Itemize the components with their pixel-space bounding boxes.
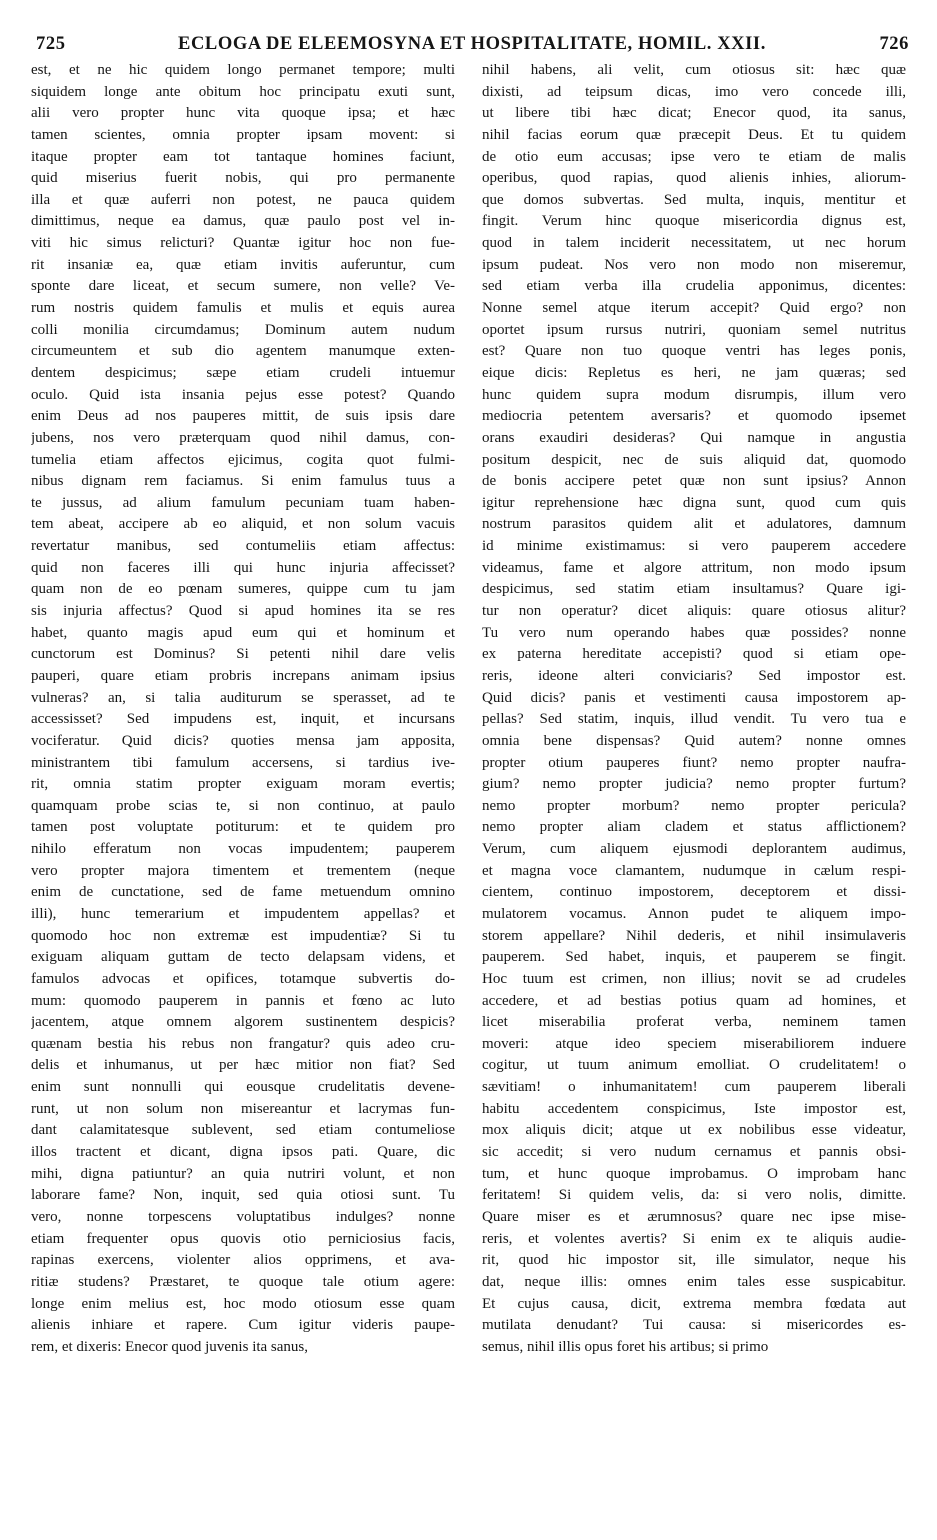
text-line: illi), hunc temerarium et impudentem appellas? et [31, 905, 455, 922]
text-line: oculo. Quid ista insania pejus esse potest? Quando [31, 386, 455, 403]
text-line: quid miserius fuerit nobis, qui pro permanente [31, 170, 455, 187]
text-line: revertatur manibus, sed contumeliis etiam affectus: [31, 538, 455, 555]
text-line: etiam frequenter opus quovis otio perniciosius facis, [31, 1230, 455, 1247]
text-line: oportet ipsum rursus nutriri, quoniam semel nutritus [482, 321, 906, 338]
text-line: cogitur, ut tuum animum emolliat. O crudelitatem! o [482, 1057, 906, 1074]
text-line: nihil facias eorum quæ præcepit Deus. Et tu quidem [482, 126, 906, 143]
text-line: pauperem. Sed habet, inquis, et pauperem se fingit. [482, 949, 906, 966]
text-line: reris, ideone alteri conviciaris? Sed impostor est. [482, 667, 906, 684]
text-line: dat, neque illis: omnes enim tales esse suspicabitur. [482, 1273, 906, 1290]
text-line: orans exaudiri desideras? Qui namque in angustia [482, 429, 906, 446]
text-line: laborare fame? Non, inquit, sed quia otiosi sunt. Tu [31, 1187, 455, 1204]
text-line: sic accedit; si vero nudum cernamus et pannis obsi- [482, 1144, 906, 1161]
text-line: videamus, fame et algore attritum, non modo ipsum [482, 559, 906, 576]
text-line: Hoc tuum est crimen, non illius; novit se ad crudeles [482, 970, 906, 987]
text-line: reris, et volentes avertis? Si enim ex te aliquis audie- [482, 1230, 906, 1247]
text-line: colli monilia circumdamus; Dominum autem nudum [31, 321, 455, 338]
text-line: dimittimus, neque ea damus, quæ paulo post vel in- [31, 213, 455, 230]
text-line: quid non faceres illi qui hunc injuria affecisset? [31, 559, 455, 576]
text-line: famulos advocas et opifices, totamque subvertis do- [31, 970, 455, 987]
text-line: positum despicit, nec de suis aliquid dat, quomodo [482, 451, 906, 468]
text-line: rem, et dixeris: Enecor quod juvenis ita sanus, [31, 1338, 309, 1355]
text-line: semus, nihil illis opus foret his artibus; si primo [482, 1338, 769, 1355]
text-line: moveri: atque ideo speciem miserabiliorem induere [482, 1035, 906, 1052]
text-line: nostrum parasitos quidem alit et adulatores, damnum [482, 516, 906, 533]
text-line: delis et inhumanus, ut per hæc mitior non fiat? Sed [31, 1057, 455, 1074]
text-line: jubens, nos vero præterquam quod nihil damus, con- [31, 429, 455, 446]
running-title: ECLOGA DE ELEEMOSYNA ET HOSPITALITATE, HOMIL. XXII. [178, 34, 766, 54]
text-line: storem appellare? Nihil dederis, et nihil insimulaveris [482, 927, 906, 944]
text-line: itaque propter eam tot tantaque homines faciunt, [31, 148, 455, 165]
text-line: pauperi, quare etiam probris increpans animam ipsius [31, 667, 455, 684]
text-line: exiguam aliquam guttam de tecto delapsam videns, et [31, 949, 455, 966]
text-line: enim Deus ad nos pauperes mittit, de suis ipsis dare [31, 408, 455, 425]
running-header [28, 34, 909, 62]
text-line: rum nostris quidem famulis et mulis et equis aurea [31, 300, 455, 317]
text-line: nemo propter aliam cladem et status afflictionem? [482, 819, 906, 836]
text-line: ministrantem tibi famulum accersens, si tardius ive- [31, 754, 455, 771]
text-line: est, et ne hic quidem longo permanet tempore; multi [31, 62, 455, 78]
text-line: cientem, continuo impostorem, deceptorem et dissi- [482, 884, 906, 901]
text-line: omnia bene dispensas? Quid autem? nonne omnes [482, 732, 906, 749]
text-line: quod in talem inciderit necessitatem, ut nec horum [482, 235, 906, 252]
text-line: enim de cunctatione, sed de fame metuendum omnino [31, 884, 455, 901]
text-line: que domos subvertas. Sed multa, inquis, mentitur et [482, 191, 906, 208]
text-line: quænam bestia his rebus non frangatur? quis adeo cru- [31, 1035, 455, 1052]
text-line: alienis inhiare et rapere. Cum igitur videris paupe- [31, 1317, 455, 1334]
text-line: quomodo hoc non extremæ est impudentiæ? Si tu [31, 927, 455, 944]
text-line: ritiæ studens? Præstaret, te quoque tale otium agere: [31, 1273, 455, 1290]
text-line: tumelia etiam affectos ejicimus, cogita quot fulmi- [31, 451, 455, 468]
text-line: mutilata denudant? Tui causa: si misericordes es- [482, 1317, 906, 1334]
text-line: vociferatur. Quid dicis? quoties mensa jam apposita, [31, 732, 455, 749]
text-line: nemo propter morbum? nemo propter pericula? [482, 797, 906, 814]
text-line: de otio eum accusas; ipse vero te etiam de malis [482, 148, 906, 165]
text-line: igitur reprehensione hæc digna sunt, quod cum quis [482, 494, 906, 511]
text-line: et magna voce clamantem, nudumque in cælum respi- [482, 862, 906, 879]
text-line: tem abeat, accipere ab eo aliquid, et non solum vacuis [31, 516, 455, 533]
text-line: rapinas exercens, violenter alios opprimens, et ava- [31, 1252, 455, 1269]
text-line: propter otium pauperes fiunt? nemo propter naufra- [482, 754, 906, 771]
text-line: hunc quidem supra modum disrumpis, illum vero [482, 386, 906, 403]
text-line: Tu vero num operando habes quæ possides? nonne [482, 624, 906, 641]
text-line: sponte dare liceat, et secum sumere, non velle? Ve- [31, 278, 455, 295]
text-line: Nonne semel atque iterum accepit? Quid ergo? non [482, 300, 906, 317]
text-line: est? Quare non tuo quoque ventri has leges ponis, [482, 343, 906, 360]
text-line: rit, quod hic impostor sit, ille simulator, neque his [482, 1252, 906, 1269]
page-number-left: 725 [36, 34, 66, 54]
text-line: rit, omnia statim propter exiguam moram evertis; [31, 776, 455, 793]
text-line: tum, et hunc quoque improbamus. O improbam hanc [482, 1165, 906, 1182]
text-line: dant calamitatesque sublevent, sed etiam contumeliose [31, 1122, 455, 1139]
text-line: illa et quæ auferri non potest, ne pauca quidem [31, 191, 455, 208]
text-line: operibus, quod rapias, quod alienis inhies, aliorum- [482, 170, 906, 187]
text-line: sævitiam! o inhumanitatem! cum pauperem liberali [482, 1079, 906, 1096]
text-line: habitu accedentem conspicimus, Iste impostor est, [482, 1100, 906, 1117]
text-line: id minime existimamus: si vero pauperem accedere [482, 538, 906, 555]
text-line: quam non de eo pœnam sumeres, quippe cum tu jam [31, 581, 455, 598]
text-line: siquidem longe ante obitum hoc principatu exuti sunt, [31, 83, 455, 100]
page-number-right: 726 [879, 34, 909, 54]
text-line: pellas? Sed statim, inquis, illud vendit. Tu vero tua e [482, 711, 906, 728]
text-line: tamen post voluptate potiturum: et te quidem pro [31, 819, 455, 836]
text-line: tur non operatur? dicet aliquis: quare otiosus alitur? [482, 603, 906, 620]
text-line: sed etiam verba illa crudelia apponimus, dicentes: [482, 278, 906, 295]
text-line: feritatem! Si quidem velis, da: si vero nolis, dimitte. [482, 1187, 906, 1204]
text-line: sis injuria affectus? Quod si apud homines ita se res [31, 603, 455, 620]
text-line: accedere, et ad bestias potius quam ad homines, et [482, 992, 906, 1009]
text-line: fingit. Verum hinc quoque misericordia dignus est, [482, 213, 906, 230]
text-line: alii vero propter hunc vita quoque ipsa; et hæc [31, 105, 455, 122]
text-line: illos tractent et dicant, digna ipsos pati. Quare, dic [31, 1144, 455, 1161]
text-line: te jussus, ad alium famulum pecuniam tuam haben- [31, 494, 455, 511]
text-line: mediocria petentem aversaris? et quomodo ipsemet [482, 408, 906, 425]
text-line: cunctorum est Dominus? Si petenti nihil dare velis [31, 646, 455, 663]
text-line: circumeuntem et sub dio agentem manumque exten- [31, 343, 455, 360]
text-line: de bonis accipere petet quæ non sunt ipsius? Annon [482, 473, 906, 490]
text-line: despicimus, sed statim etiam insultamus? Quare igi- [482, 581, 906, 598]
text-line: mox aliquis dicit; atque ut ex nobilibus esse videatur, [482, 1122, 906, 1139]
text-line: tamen scientes, omnia propter ipsam movent: si [31, 126, 455, 143]
text-line: Et cujus causa, dicit, extrema membra fœdata aut [482, 1295, 906, 1312]
text-line: nihilo efferatum non vocas impudentem; pauperem [31, 841, 455, 858]
text-line: vulneras? an, si talia auditurum se sperasset, ad te [31, 689, 455, 706]
text-line: dentem despicimus; sæpe etiam crudeli intuemur [31, 364, 455, 381]
text-line: quamquam probe scias te, si non continuo, at paulo [31, 797, 455, 814]
text-line: gium? nemo propter judicia? nemo propter furtum? [482, 776, 906, 793]
text-line: mum: quomodo pauperem in pannis et fœno ac luto [31, 992, 455, 1009]
text-line: accessisset? Sed impudens est, inquit, et incursans [31, 711, 455, 728]
text-line: nihil habens, ali velit, cum otiosus sit: hæc quæ [482, 62, 906, 78]
text-line: Verum, cum aliquem ejusmodi deplorantem audimus, [482, 841, 906, 858]
text-line: licet miserabilia proferat verba, neminem tamen [482, 1014, 906, 1031]
text-line: nibus dignam rem faciamus. Si enim famulus tuus a [31, 473, 455, 490]
text-line: jacentem, atque omnem algorem sustinentem despicis? [31, 1014, 455, 1031]
text-line: mulatorem vocamus. Annon pudet te aliquem impo- [482, 905, 906, 922]
text-column-left [31, 60, 455, 1358]
text-line: enim sunt nonnulli qui eousque crudelitatis devene- [31, 1079, 455, 1096]
text-line: eique dicis: Repletus es heri, ne jam quæras; sed [482, 364, 906, 381]
text-line: ipsum pudeat. Nos vero non modo non miseremur, [482, 256, 906, 273]
text-line: habet, quanto magis apud eum qui et hominum et [31, 624, 455, 641]
text-line: rit insaniæ ea, quæ etiam invitis auferuntur, cum [31, 256, 455, 273]
text-line: ex paterna hereditate accepisti? quod si etiam ope- [482, 646, 906, 663]
text-line: vero propter majora timentem et trementem (neque [31, 862, 455, 879]
text-line: mihi, digna patiuntur? an quia nutriri volunt, et non [31, 1165, 455, 1182]
text-line: runt, ut non solum non misereantur et lacrymas fun- [31, 1100, 455, 1117]
text-line: longe enim melius est, hoc modo otiosum esse quam [31, 1295, 455, 1312]
text-column-right [482, 60, 906, 1358]
text-line: Quare miser es et ærumnosus? quare nec ipse mise- [482, 1208, 906, 1225]
text-line: Quid dicis? panis et vestimenti causa impostorem ap- [482, 689, 906, 706]
text-line: dixisti, ad teipsum dicas, imo vero concede illi, [482, 83, 906, 100]
text-line: ut libere tibi hæc dicat; Enecor quod, ita sanus, [482, 105, 906, 122]
text-line: vero, nonne torpescens voluptatibus indulges? nonne [31, 1208, 455, 1225]
text-line: viti hic simus relicturi? Quantæ igitur hoc non fue- [31, 235, 455, 252]
